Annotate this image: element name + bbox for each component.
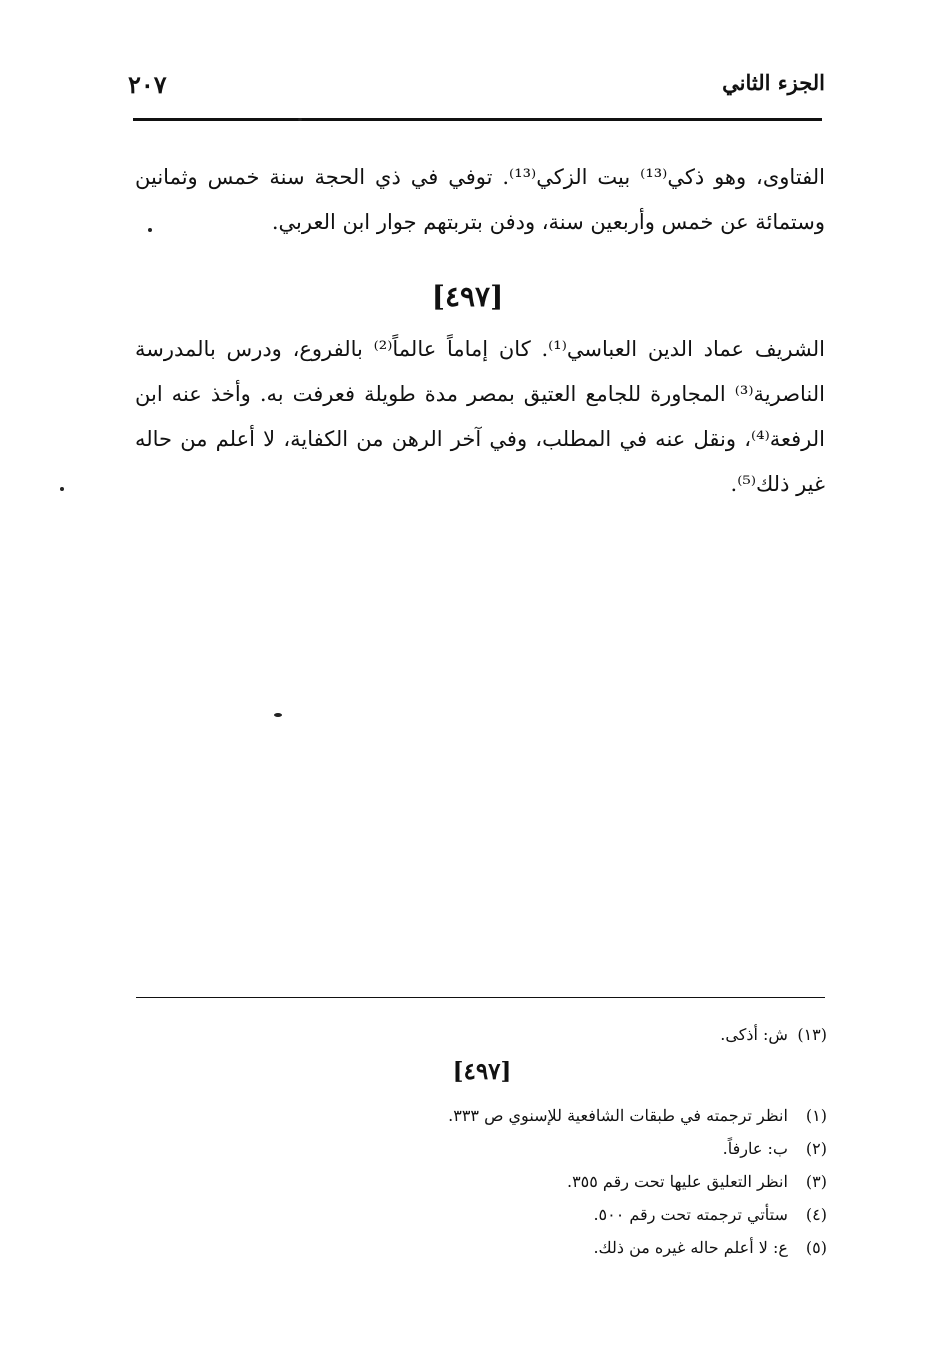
running-header-part: الجزء الثاني: [722, 70, 825, 95]
footnote-number: (٥): [805, 1238, 827, 1257]
footnote-entry-number: [٤٩٧]: [452, 1058, 512, 1085]
footnote-number: (١): [805, 1106, 827, 1125]
footnotes: [137, 1018, 827, 1264]
page-number: ٢٠٧: [128, 70, 167, 99]
footnote-text: ستأتي ترجمته تحت رقم ٥٠٠.: [593, 1205, 788, 1224]
previous-entry-text: الفتاوى، وهو ذكي⁽¹³⁾ بيت الزكي⁽¹³⁾. توفي في ذي الحجة سنة خمس وثمانين وستمائة عن خمس وأربعين سنة، ودفن بتربتهم جوار ابن العربي.: [135, 165, 826, 234]
footnote-number: (١٣): [797, 1025, 827, 1044]
footnote-text: انظر ترجمته في طبقات الشافعية للإسنوي ص ٣٣٣.: [448, 1106, 788, 1125]
header-rule: [133, 118, 822, 121]
footnote-text: ع: لا أعلم حاله غيره من ذلك.: [593, 1238, 788, 1257]
scan-speck: [298, 118, 302, 121]
footnote-text: انظر التعليق عليها تحت رقم ٣٥٥.: [566, 1172, 788, 1191]
scan-speck: [60, 487, 64, 491]
footnote-item: [137, 1165, 827, 1198]
entry-number-heading: [٤٩٧]: [431, 280, 504, 313]
footnote-item: [137, 1231, 827, 1264]
footnote-text: ش: أذكى.: [720, 1025, 788, 1044]
footnote-number: (٢): [805, 1139, 827, 1158]
scan-speck: [274, 713, 282, 717]
footnote-item: [137, 1132, 827, 1165]
footnote-item: [137, 1018, 827, 1051]
scan-speck: [148, 228, 152, 232]
footnote-number: (٣): [805, 1172, 827, 1191]
footnote-item: [137, 1099, 827, 1132]
entry-text: الشريف عماد الدين العباسي⁽¹⁾. كان إماماً عالماً⁽²⁾ بالفروع، ودرس بالمدرسة الناصرية⁽³⁾ المجاورة للجامع العتيق بمصر مدة طويلة فعرفت به. وأخذ عنه ابن الرفعة⁽⁴⁾، ونقل عنه في المطلب، وفي آخر الرهن من الكفاية، لا أعلم من حاله غير ذلك⁽⁵⁾.: [135, 337, 825, 496]
footnote-rule: [136, 997, 825, 998]
footnote-text: ب: عارفاً.: [722, 1139, 788, 1158]
footnote-number: (٤): [805, 1205, 827, 1224]
footnote-item: [137, 1198, 827, 1231]
